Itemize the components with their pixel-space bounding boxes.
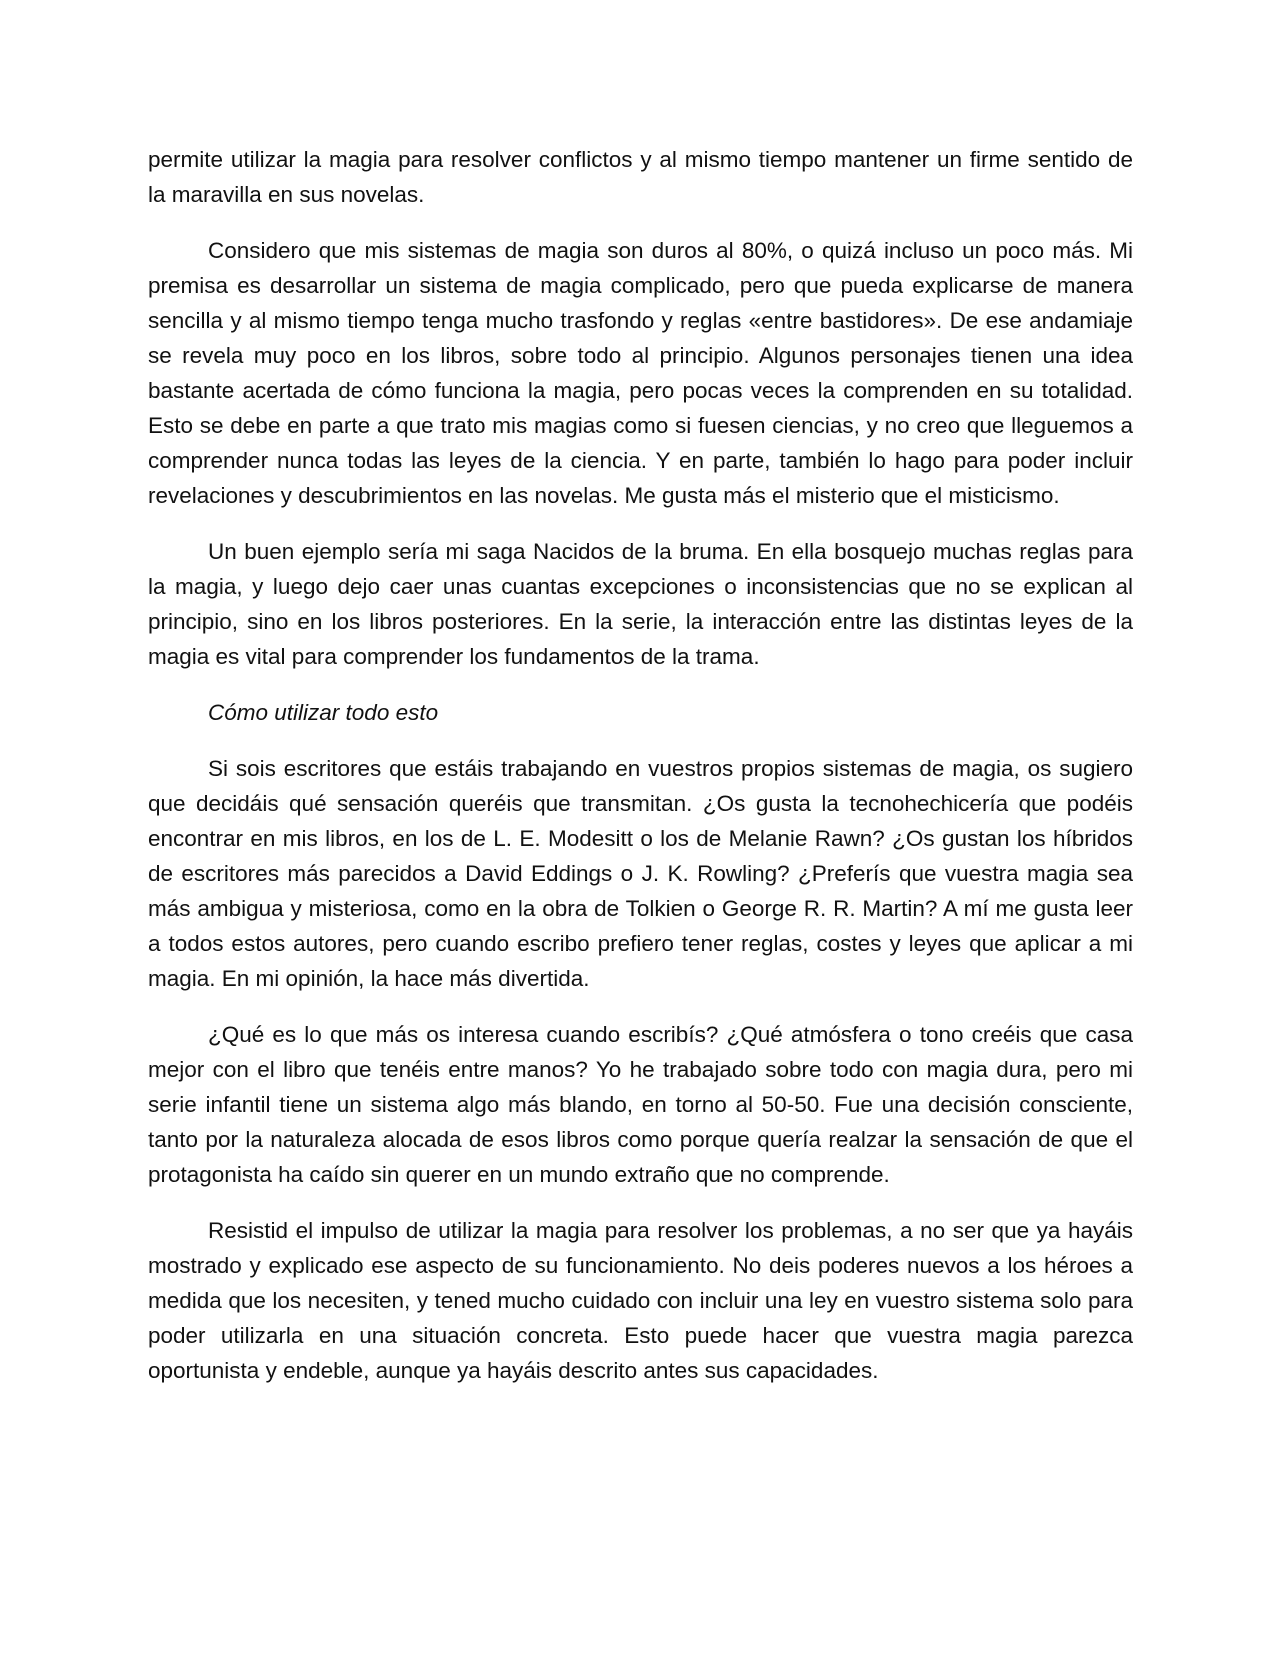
paragraph-hard-magic: Considero que mis sistemas de magia son duros al 80%, o quizá incluso un poco más. Mi premisa es desarrollar un sistema de magia complicado, pero que pueda explicarse de manera sencilla y al mismo tiempo tenga mucho trasfondo y reglas «entre bastidores». De ese andamiaje se revela muy poco en los libros, sobre todo al principio. Algunos personajes tienen una idea bastante acertada de cómo funciona la magia, pero pocas veces la comprenden en su totalidad. Esto se debe en parte a que trato mis magias como si fuesen ciencias, y no creo que lleguemos a comprender nunca todas las leyes de la ciencia. Y en parte, también lo hago para poder incluir revelaciones y descubrimientos en las novelas. Me gusta más el misterio que el misticismo. [148, 238, 1133, 508]
paragraph-writers-advice: Si sois escritores que estáis trabajando en vuestros propios sistemas de magia, os sugiero que decidáis qué sensación queréis que transmitan. ¿Os gusta la tecnohechicería que podéis encontrar en mis libros, en los de L. E. Modesitt o los de Melanie Rawn? ¿Os gustan los híbridos de escritores más parecidos a David Eddings o J. K. Rowling? ¿Preferís que vuestra magia sea más ambigua y misteriosa, como en la obra de Tolkien o George R. R. Martin? A mí me gusta leer a todos estos autores, pero cuando escribo prefiero tener reglas, costes y leyes que aplicar a mi magia. En mi opinión, la hace más divertida. [148, 756, 1133, 991]
paragraph-continuation: permite utilizar la magia para resolver conflictos y al mismo tiempo mantener un firme sentido de la maravilla en sus novelas. [148, 147, 1133, 207]
document-page [148, 142, 1133, 1409]
paragraph-atmosphere: ¿Qué es lo que más os interesa cuando escribís? ¿Qué atmósfera o tono creéis que casa mejor con el libro que tenéis entre manos? Yo he trabajado sobre todo con magia dura, pero mi serie infantil tiene un sistema algo más blando, en torno al 50-50. Fue una decisión consciente, tanto por la naturaleza alocada de esos libros como porque quería realzar la sensación de que el protagonista ha caído sin querer en un mundo extraño que no comprende. [148, 1022, 1133, 1187]
section-heading: Cómo utilizar todo esto [208, 700, 439, 725]
paragraph-mistborn-example: Un buen ejemplo sería mi saga Nacidos de la bruma. En ella bosquejo muchas reglas para la magia, y luego dejo caer unas cuantas excepciones o inconsistencias que no se explican al principio, sino en los libros posteriores. En la serie, la interacción entre las distintas leyes de la magia es vital para comprender los fundamentos de la trama. [148, 539, 1133, 669]
paragraph-resist-impulse: Resistid el impulso de utilizar la magia para resolver los problemas, a no ser que ya hayáis mostrado y explicado ese aspecto de su funcionamiento. No deis poderes nuevos a los héroes a medida que los necesiten, y tened mucho cuidado con incluir una ley en vuestro sistema solo para poder utilizarla en una situación concreta. Esto puede hacer que vuestra magia parezca oportunista y endeble, aunque ya hayáis descrito antes sus capacidades. [148, 1218, 1133, 1383]
